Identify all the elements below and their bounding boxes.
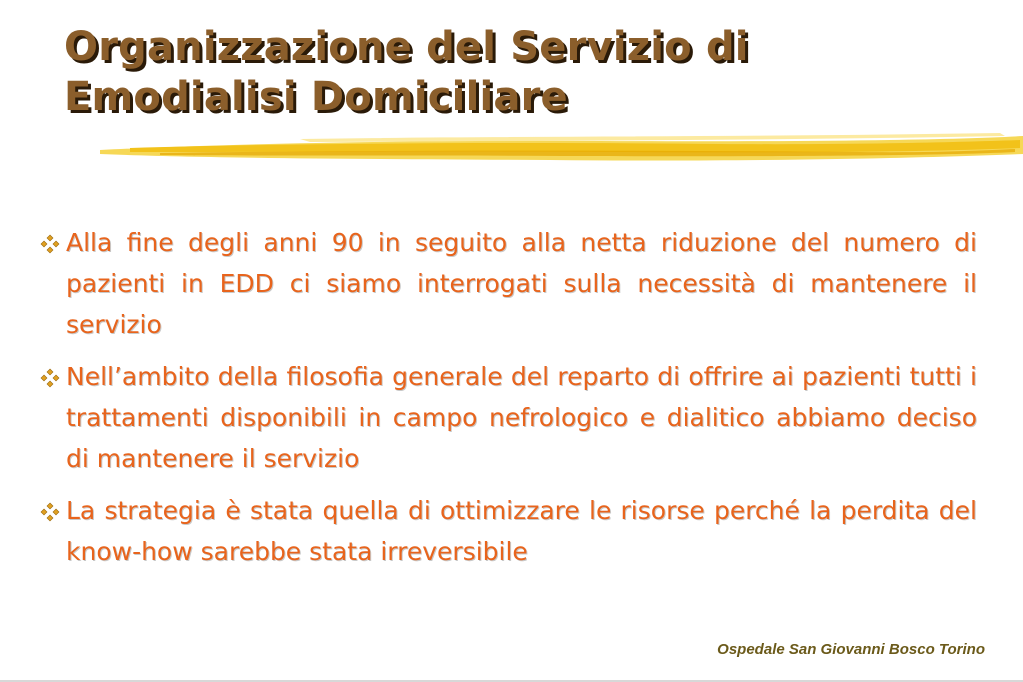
slide-title-line-2: Emodialisi Domiciliare	[64, 74, 568, 120]
bullet-list	[40, 222, 977, 583]
four-diamond-bullet-icon	[40, 502, 60, 522]
slide-title-line-1: Organizzazione del Servizio di	[64, 24, 749, 70]
slide-title	[64, 22, 964, 122]
brush-stroke-decoration	[100, 128, 1023, 168]
bullet-text: Nell’ambito della filosofia generale del reparto di offrire ai pazienti tutti i trattamenti disponibili in campo nefrologico e dialitico abbiamo deciso di mantenere il servizio	[66, 362, 977, 473]
bullet-item	[40, 222, 977, 345]
bullet-text: Alla fine degli anni 90 in seguito alla netta riduzione del numero di pazienti in EDD ci siamo interrogati sulla necessità di mantenere il servizio	[66, 228, 977, 339]
bullet-item	[40, 356, 977, 479]
bullet-item	[40, 490, 977, 572]
four-diamond-bullet-icon	[40, 234, 60, 254]
footer-hospital-name: Ospedale San Giovanni Bosco Torino	[717, 641, 985, 658]
four-diamond-bullet-icon	[40, 368, 60, 388]
bullet-text: La strategia è stata quella di ottimizzare le risorse perché la perdita del know-how sarebbe stata irreversibile	[66, 496, 977, 566]
